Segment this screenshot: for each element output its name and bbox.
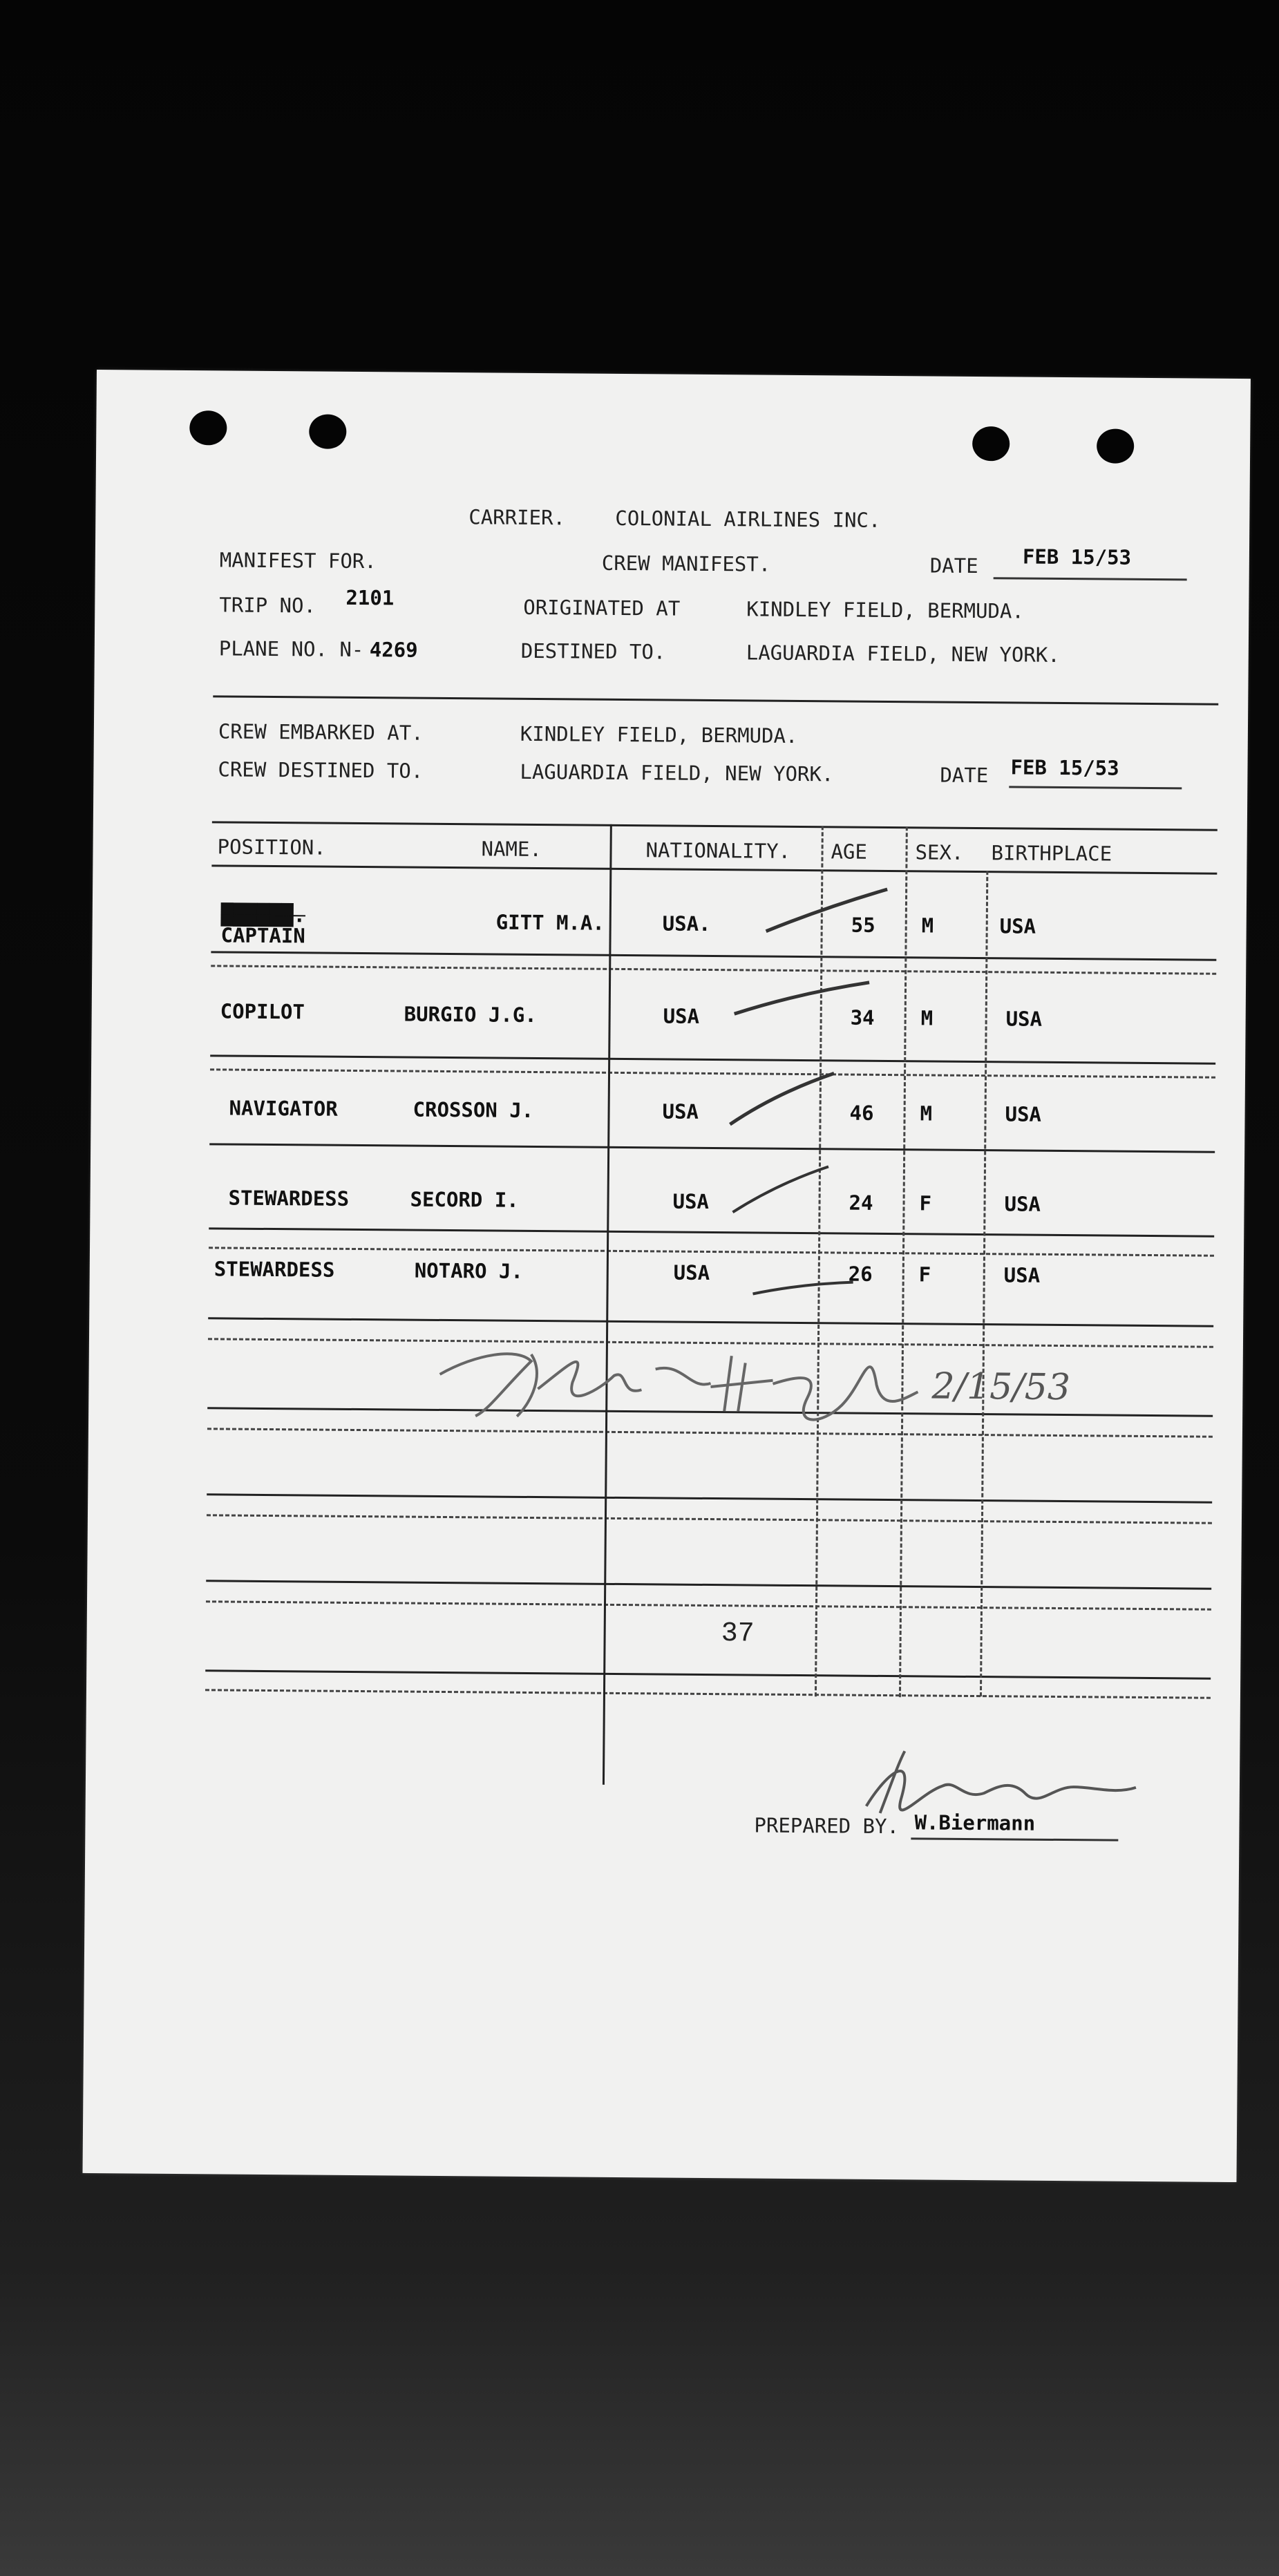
row-5-birthplace: USA (1003, 1263, 1041, 1287)
row-2-age: 34 (850, 1005, 875, 1030)
row-4-position: STEWARDESS (228, 1186, 350, 1211)
row-5-position: STEWARDESS (214, 1257, 335, 1282)
row-2-name: BURGIO J.G. (404, 1002, 537, 1027)
crew-date-value: FEB 15/53 (1010, 755, 1119, 780)
row-3-nationality: USA (662, 1099, 699, 1124)
prepared-by-value: W.Biermann (914, 1810, 1036, 1835)
row-1-birthplace: USA (999, 914, 1036, 938)
row-2-nationality: USA (663, 1004, 700, 1028)
row-1-position: CAPTAIN (220, 923, 305, 948)
header-nationality: NATIONALITY. (645, 838, 791, 863)
trip-value: 2101 (345, 585, 395, 610)
carrier-value: COLONIAL AIRLINES INC. (615, 506, 881, 532)
row-3-sex: M (920, 1101, 933, 1126)
crew-destined-value: LAGUARDIA FIELD, NEW YORK. (520, 759, 834, 786)
row-3-name: CROSSON J. (413, 1097, 534, 1122)
originated-label: ORIGINATED AT (523, 595, 681, 621)
manifest-type: CREW MANIFEST. (601, 551, 771, 576)
plane-label: PLANE NO. N- (218, 636, 364, 662)
plane-value: 4269 (369, 638, 418, 662)
date-value: FEB 15/53 (1022, 544, 1132, 569)
originated-value: KINDLEY FIELD, BERMUDA. (746, 597, 1025, 623)
destined-label: DESTINED TO. (520, 638, 666, 664)
row-4-nationality: USA (672, 1189, 710, 1213)
row-1-name: GITT M.A. (495, 910, 605, 935)
crew-embarked-value: KINDLEY FIELD, BERMUDA. (520, 721, 798, 748)
row-2-sex: M (920, 1006, 934, 1030)
row-4-name: SECORD I. (410, 1187, 519, 1212)
manifest-page (83, 370, 1251, 2182)
header-name: NAME. (481, 837, 542, 862)
prepared-by-label: PREPARED BY. (754, 1813, 900, 1839)
carrier-label: CARRIER. (468, 505, 566, 530)
row-5-sex: F (918, 1262, 931, 1287)
destined-value: LAGUARDIA FIELD, NEW YORK. (746, 641, 1060, 667)
row-4-sex: F (919, 1191, 932, 1215)
date-label: DATE (929, 553, 978, 578)
row-5-nationality: USA (673, 1260, 710, 1285)
row-1-strikeout: ██████. (220, 902, 306, 927)
row-3-age: 46 (849, 1101, 874, 1125)
header-position: POSITION. (217, 835, 326, 860)
header-sex: SEX. (915, 840, 964, 864)
row-1-sex: M (921, 913, 934, 938)
row-3-birthplace: USA (1005, 1102, 1042, 1126)
crew-date-label: DATE (940, 763, 989, 788)
header-age: AGE (831, 840, 868, 864)
row-2-birthplace: USA (1005, 1007, 1043, 1031)
handwritten-signature-2 (83, 370, 1251, 2182)
manifest-for-label: MANIFEST FOR. (219, 548, 377, 574)
crew-destined-label: CREW DESTINED TO. (218, 757, 424, 783)
row-2-position: COPILOT (220, 999, 305, 1024)
handwritten-date: 2/15/53 (931, 1365, 1071, 1409)
signature-strokes-2 (866, 1751, 1137, 1815)
crew-embarked-label: CREW EMBARKED AT. (218, 719, 424, 745)
trip-label: TRIP NO. (219, 593, 316, 618)
row-5-name: NOTARO J. (414, 1258, 524, 1283)
row-4-age: 24 (849, 1191, 873, 1215)
row-4-birthplace: USA (1004, 1192, 1041, 1216)
row-3-position: NAVIGATOR (229, 1096, 338, 1121)
row-5-age: 26 (848, 1262, 873, 1286)
row-1-age: 55 (851, 913, 875, 937)
row-1-nationality: USA. (662, 911, 711, 936)
header-birthplace: BIRTHPLACE (991, 841, 1112, 866)
page-number: 37 (721, 1618, 755, 1650)
